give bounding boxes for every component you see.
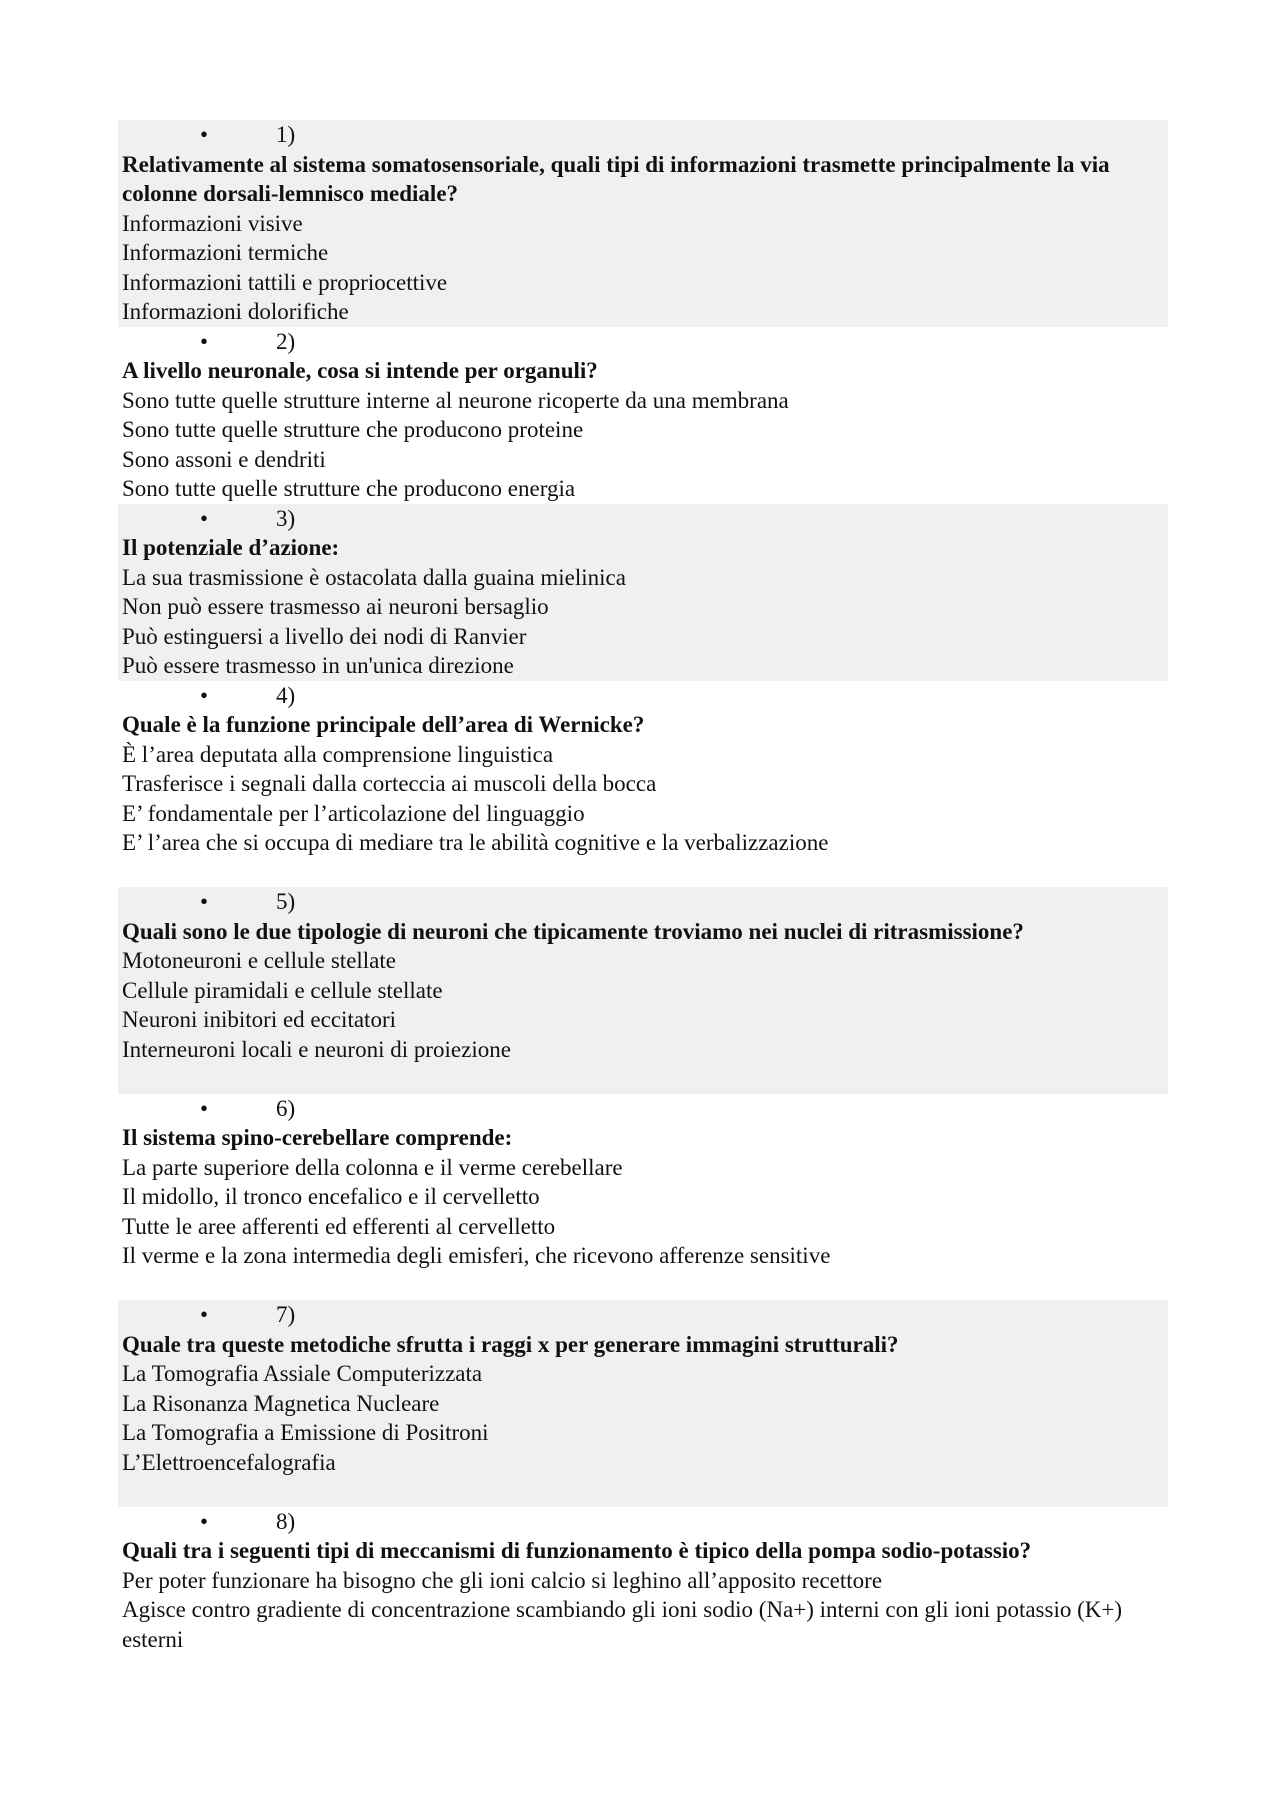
question-number: 7) xyxy=(276,1302,296,1327)
answer-option[interactable]: Informazioni termiche xyxy=(122,240,329,265)
question-number: 6) xyxy=(276,1095,296,1121)
bullet-icon: • xyxy=(200,505,209,531)
question-number: 8) xyxy=(276,1508,296,1534)
bullet-icon: • xyxy=(200,682,209,708)
question-number: 3) xyxy=(276,505,296,531)
question-text: Quali sono le due tipologie di neuroni che tipicamente troviamo nei nuclei di ritrasmissione? xyxy=(122,918,1024,944)
answer-option[interactable]: Motoneuroni e cellule stellate xyxy=(122,948,396,973)
answer-option[interactable]: Trasferisce i segnali dalla corteccia ai muscoli della bocca xyxy=(122,771,657,796)
answer-option[interactable]: Informazioni dolorifiche xyxy=(122,299,349,324)
question-text: Quale è la funzione principale dell’area di Wernicke? xyxy=(122,712,645,737)
question-text: Quale tra queste metodiche sfrutta i raggi x per generare immagini strutturali? xyxy=(122,1331,899,1357)
answer-option[interactable]: Tutte le aree afferenti ed efferenti al cervelletto xyxy=(122,1213,556,1239)
answer-option[interactable]: La parte superiore della colonna e il verme cerebellare xyxy=(122,1154,623,1180)
answer-option[interactable]: L’Elettroencefalografia xyxy=(122,1449,336,1475)
question-text: Il sistema spino-cerebellare comprende: xyxy=(122,1125,513,1150)
answer-option[interactable]: E’ l’area che si occupa di mediare tra le abilità cognitive e la verbalizzazione xyxy=(122,830,829,855)
answer-option[interactable]: Neuroni inibitori ed eccitatori xyxy=(122,1007,396,1032)
question-block-6 xyxy=(118,1094,1168,1301)
answer-option[interactable]: Il verme e la zona intermedia degli emisferi, che ricevono afferenze sensitive xyxy=(122,1243,831,1268)
question-block-2 xyxy=(118,327,1168,504)
question-number-row xyxy=(122,1300,1164,1330)
answer-option[interactable]: La Tomografia Assiale Computerizzata xyxy=(122,1361,483,1386)
answer-option[interactable]: Cellule piramidali e cellule stellate xyxy=(122,977,443,1003)
quiz-page xyxy=(118,120,1168,1654)
answer-option[interactable]: Sono tutte quelle strutture interne al neurone ricoperte da una membrana xyxy=(122,387,789,413)
answer-option[interactable]: Può essere trasmesso in un'unica direzione xyxy=(122,653,514,678)
answer-option[interactable]: Informazioni tattili e propriocettive xyxy=(122,269,448,295)
question-number: 4) xyxy=(276,682,296,708)
answer-option[interactable]: Sono tutte quelle strutture che producono proteine xyxy=(122,417,584,442)
answer-option[interactable]: Il midollo, il tronco encefalico e il cervelletto xyxy=(122,1184,540,1209)
question-text: Il potenziale d’azione: xyxy=(122,535,340,560)
question-block-4 xyxy=(118,681,1168,888)
question-number-row xyxy=(122,681,1164,711)
answer-option[interactable]: Sono assoni e dendriti xyxy=(122,446,326,472)
bullet-icon: • xyxy=(200,122,209,147)
answer-option[interactable]: Informazioni visive xyxy=(122,210,303,236)
question-number-row xyxy=(122,504,1164,534)
question-number: 1) xyxy=(276,122,296,147)
answer-option[interactable]: Non può essere trasmesso ai neuroni bersaglio xyxy=(122,594,549,619)
answer-option[interactable]: Interneuroni locali e neuroni di proiezione xyxy=(122,1036,511,1062)
answer-option[interactable]: E’ fondamentale per l’articolazione del linguaggio xyxy=(122,800,585,826)
answer-option[interactable]: La sua trasmissione è ostacolata dalla guaina mielinica xyxy=(122,564,626,590)
question-block-8 xyxy=(118,1507,1168,1655)
question-number-row xyxy=(122,120,1164,150)
bullet-icon: • xyxy=(200,1508,209,1534)
question-number-row xyxy=(122,1094,1164,1124)
answer-option[interactable]: Può estinguersi a livello dei nodi di Ranvier xyxy=(122,623,527,649)
bullet-icon: • xyxy=(200,328,209,354)
bullet-icon: • xyxy=(200,889,209,914)
answer-option[interactable]: Agisce contro gradiente di concentrazione scambiando gli ioni sodio (Na+) interni con gli ioni potassio (K+) esterni xyxy=(122,1597,1122,1652)
answer-option[interactable]: È l’area deputata alla comprensione linguistica xyxy=(122,741,554,767)
question-block-5 xyxy=(118,887,1168,1094)
answer-option[interactable]: Sono tutte quelle strutture che producono energia xyxy=(122,476,576,501)
question-text: A livello neuronale, cosa si intende per organuli? xyxy=(122,358,598,383)
bullet-icon: • xyxy=(200,1302,209,1327)
question-text: Quali tra i seguenti tipi di meccanismi di funzionamento è tipico della pompa sodio-potassio? xyxy=(122,1538,1032,1563)
question-block-1 xyxy=(118,120,1168,327)
question-number-row xyxy=(122,327,1164,357)
bullet-icon: • xyxy=(200,1095,209,1121)
question-number-row xyxy=(122,1507,1164,1537)
question-number-row xyxy=(122,887,1164,917)
question-block-3 xyxy=(118,504,1168,681)
question-number: 2) xyxy=(276,328,296,354)
question-block-7 xyxy=(118,1300,1168,1507)
question-text: Relativamente al sistema somatosensoriale, quali tipi di informazioni trasmette principalmente la via colonne dorsali-lemnisco mediale? xyxy=(122,151,1110,206)
answer-option[interactable]: Per poter funzionare ha bisogno che gli ioni calcio si leghino all’apposito recettore xyxy=(122,1567,883,1593)
answer-option[interactable]: La Tomografia a Emissione di Positroni xyxy=(122,1420,489,1445)
answer-option[interactable]: La Risonanza Magnetica Nucleare xyxy=(122,1390,440,1416)
question-number: 5) xyxy=(276,889,296,914)
